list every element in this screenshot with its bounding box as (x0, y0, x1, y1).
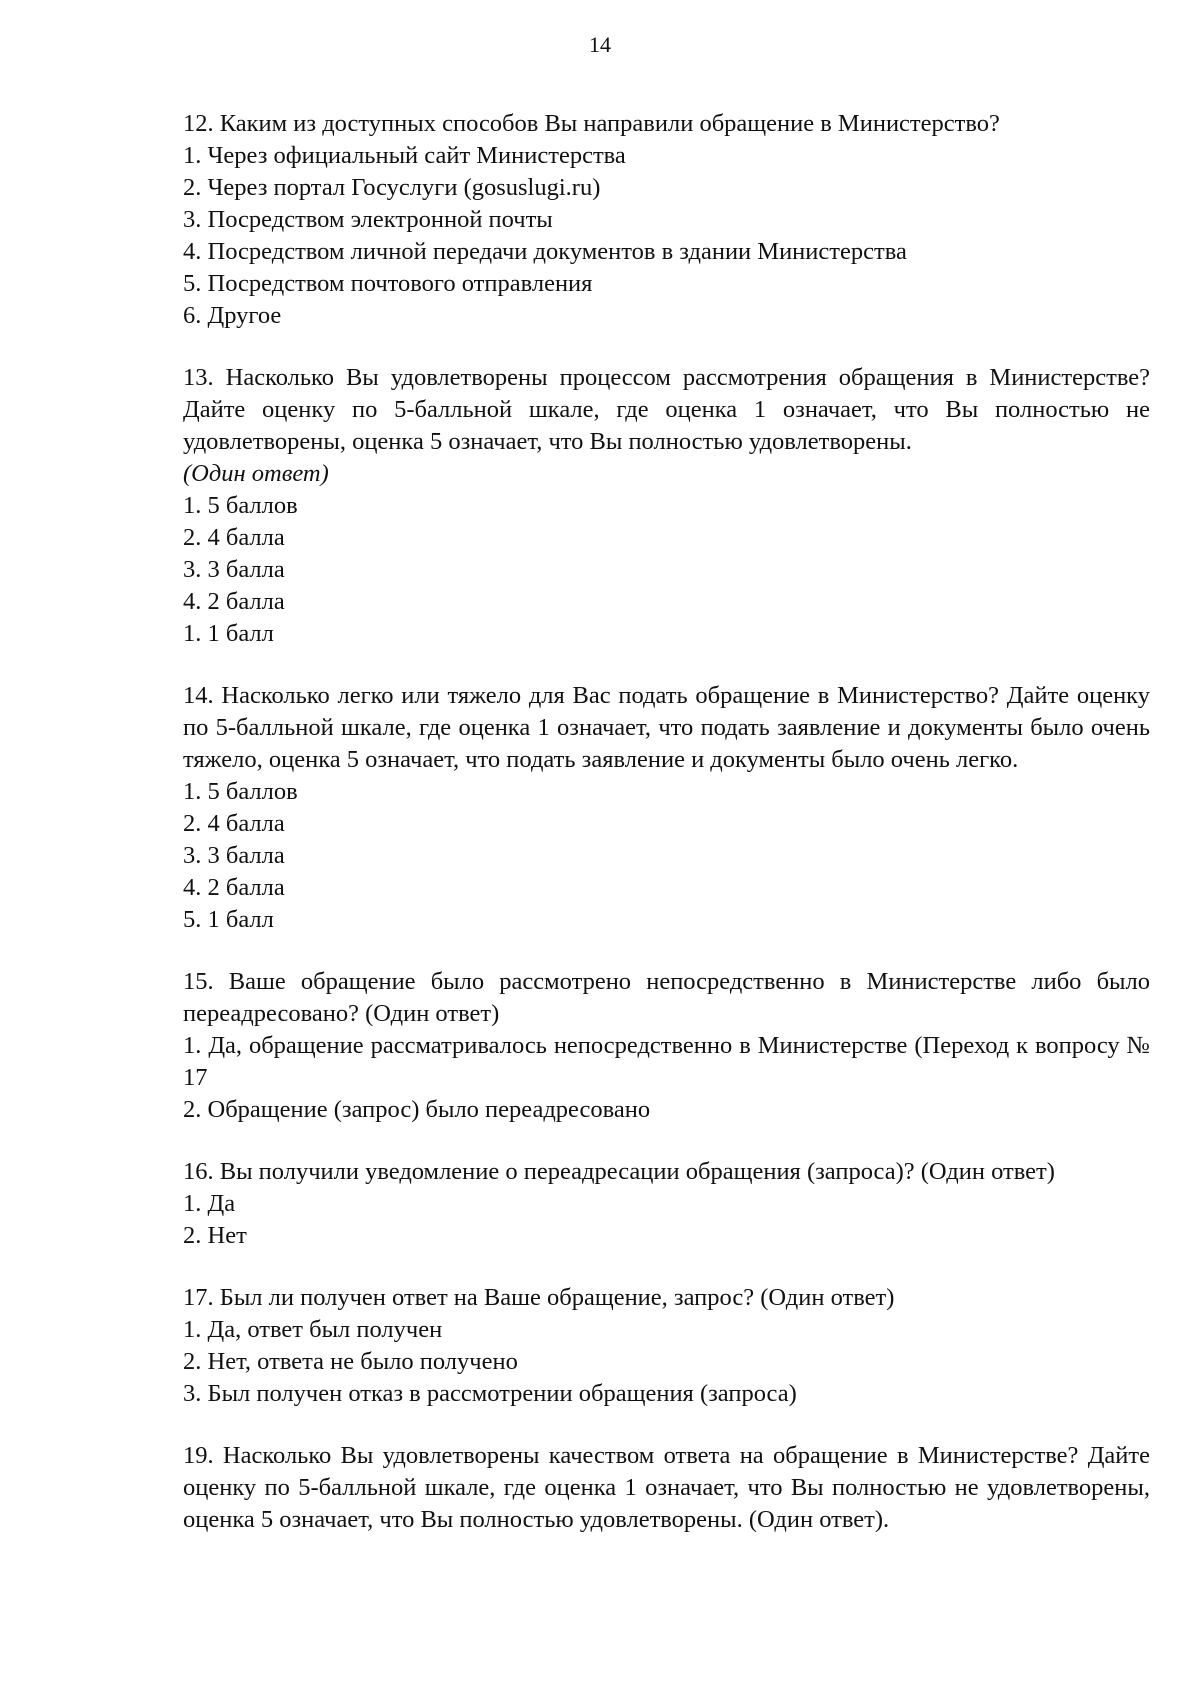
answer-option: 1. 5 баллов (183, 492, 298, 519)
answer-option: 2. 4 балла (183, 524, 285, 551)
answer-options (183, 1030, 1150, 1126)
answer-option: 6. Другое (183, 302, 282, 329)
question-12 (183, 108, 1150, 332)
page-number: 14 (589, 32, 611, 57)
answer-options (183, 776, 1150, 936)
answer-option: 3. 3 балла (183, 842, 285, 869)
answer-option: 1. 5 баллов (183, 778, 298, 805)
answer-option: 5. Посредством почтового отправления (183, 270, 593, 297)
question-17 (183, 1282, 1150, 1410)
question-text: 15. Ваше обращение было рассмотрено непосредственно в Министерстве либо было переадресовано? (Один ответ) (183, 968, 1150, 1027)
answer-option: 1. 1 балл (183, 620, 274, 647)
question-text: 17. Был ли получен ответ на Ваше обращение, запрос? (Один ответ) (183, 1284, 895, 1311)
question-13 (183, 362, 1150, 650)
question-text: 16. Вы получили уведомление о переадресации обращения (запроса)? (Один ответ) (183, 1158, 1055, 1185)
answer-instruction: (Один ответ) (183, 460, 329, 487)
answer-option: 3. Посредством электронной почты (183, 206, 553, 233)
answer-option: 3. Был получен отказ в рассмотрении обращения (запроса) (183, 1380, 797, 1407)
question-16 (183, 1156, 1150, 1252)
answer-option: 2. Обращение (запрос) было переадресовано (183, 1096, 651, 1123)
question-14 (183, 680, 1150, 936)
answer-option: 2. 4 балла (183, 810, 285, 837)
answer-option: 4. 2 балла (183, 588, 285, 615)
answer-option: 4. Посредством личной передачи документов в здании Министерства (183, 238, 907, 265)
answer-options (183, 140, 1150, 332)
answer-option: 3. 3 балла (183, 556, 285, 583)
answer-option: 1. Да, ответ был получен (183, 1316, 443, 1343)
answer-options (183, 490, 1150, 650)
question-19 (183, 1440, 1150, 1536)
question-text: 13. Насколько Вы удовлетворены процессом рассмотрения обращения в Министерстве? Дайте оценку по 5-балльной шкале, где оценка 1 означает, что Вы полностью не удовлетворены, оценка 5 означает, что Вы полностью удовлетворены. (183, 364, 1150, 455)
answer-option: 2. Через портал Госуслуги (gosuslugi.ru) (183, 174, 601, 201)
answer-option: 4. 2 балла (183, 874, 285, 901)
answer-option: 1. Через официальный сайт Министерства (183, 142, 626, 169)
answer-option: 2. Нет, ответа не было получено (183, 1348, 518, 1375)
answer-option: 1. Да, обращение рассматривалось непосредственно в Министерстве (Переход к вопросу № 17 (183, 1032, 1150, 1091)
answer-options (183, 1314, 1150, 1410)
answer-option: 1. Да (183, 1190, 236, 1217)
question-text: 12. Каким из доступных способов Вы направили обращение в Министерство? (183, 110, 1000, 137)
questionnaire (183, 108, 1150, 1566)
answer-option: 5. 1 балл (183, 906, 274, 933)
answer-options (183, 1188, 1150, 1252)
question-text: 19. Насколько Вы удовлетворены качеством ответа на обращение в Министерстве? Дайте оценку по 5-балльной шкале, где оценка 1 означает, что Вы полностью не удовлетворены, оценка 5 означает, что Вы полностью удовлетворены. (Один ответ). (183, 1442, 1150, 1533)
question-text: 14. Насколько легко или тяжело для Вас подать обращение в Министерство? Дайте оценку по 5-балльной шкале, где оценка 1 означает, что подать заявление и документы было очень тяжело, оценка 5 означает, что подать заявление и документы было очень легко. (183, 682, 1150, 773)
question-15 (183, 966, 1150, 1126)
answer-option: 2. Нет (183, 1222, 247, 1249)
